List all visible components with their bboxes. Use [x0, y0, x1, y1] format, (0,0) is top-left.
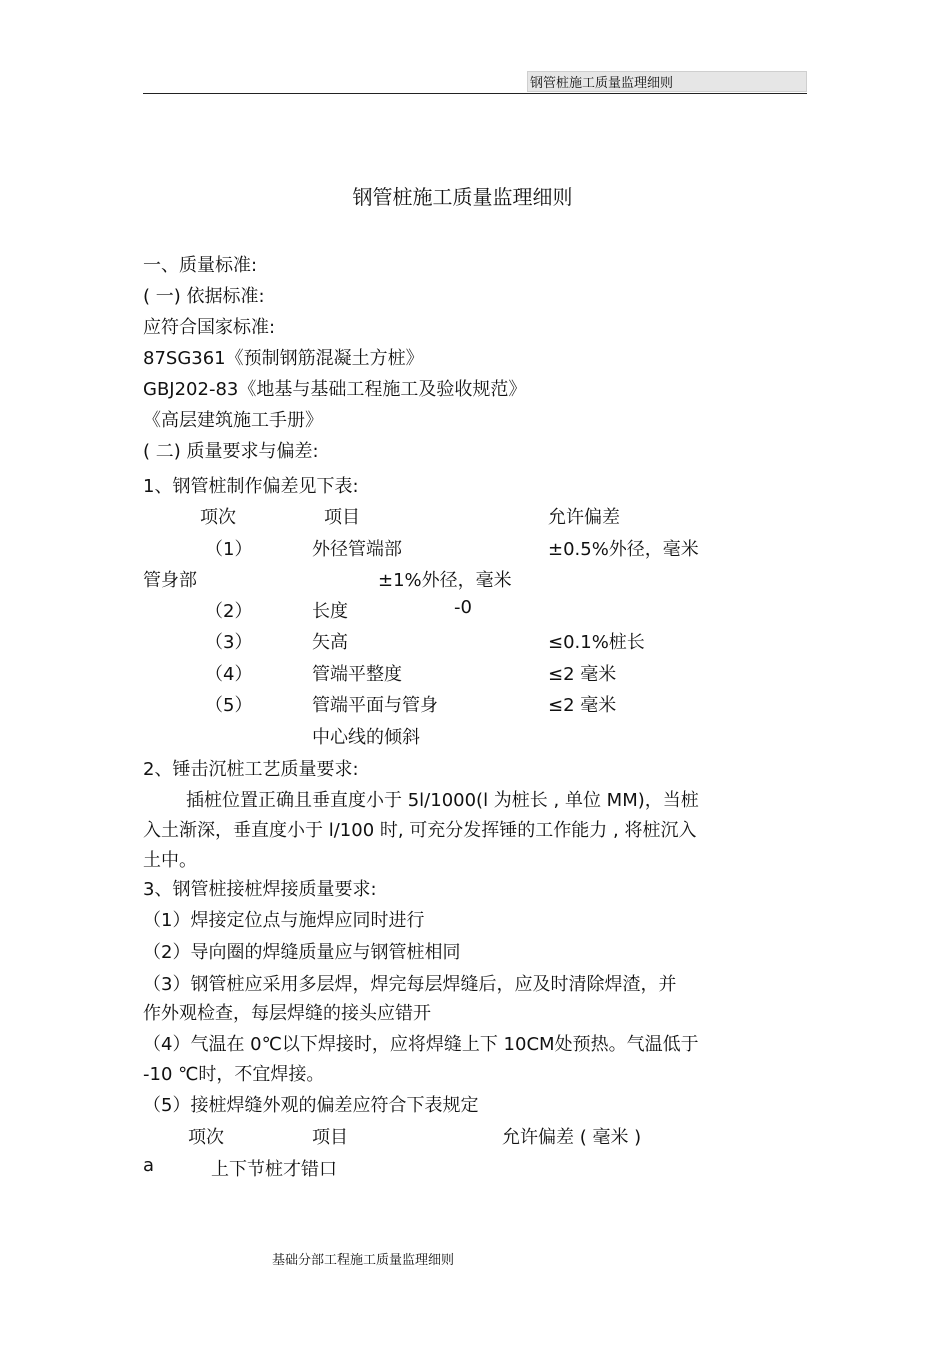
item-3-point4-line1: （4）气温在 0℃以下焊接时，应将焊缝上下 10CM处预热。气温低于 — [143, 1034, 699, 1055]
table2-header-index: 项次 — [188, 1127, 224, 1148]
table1-row2-tolerance: -0 — [454, 597, 472, 618]
table1-row4-index: （4） — [205, 664, 253, 685]
table1-row4-tolerance: ≤2 毫米 — [548, 664, 617, 685]
table2-rowa-index: a — [143, 1155, 155, 1176]
table1-row2-index: （2） — [205, 601, 253, 622]
table2-header-tolerance: 允许偏差 ( 毫米 ) — [502, 1127, 642, 1148]
item-3-point1: （1）焊接定位点与施焊应同时进行 — [143, 910, 425, 931]
table1-header-tolerance: 允许偏差 — [548, 507, 620, 528]
table1-row1b-tolerance: ±1%外径，毫米 — [378, 570, 512, 591]
item-3-point3-line1: （3）钢管桩应采用多层焊，焊完每层焊缝后，应及时清除焊渣，并 — [143, 974, 677, 995]
table1-header-index: 项次 — [200, 507, 236, 528]
item-2-heading: 2、锤击沉桩工艺质量要求: — [143, 759, 359, 780]
standards-intro: 应符合国家标准: — [143, 317, 276, 338]
table1-row3-index: （3） — [205, 632, 253, 653]
item-2-paragraph-line1: 插桩位置正确且垂直度小于 5l/1000(l 为桩长 , 单位 MM)，当桩 — [186, 790, 699, 811]
item-1-heading: 1、钢管桩制作偏差见下表: — [143, 476, 359, 497]
header-rule — [143, 93, 807, 94]
table1-row5b-item: 中心线的倾斜 — [312, 727, 420, 748]
table1-row5-tolerance: ≤2 毫米 — [548, 695, 617, 716]
table1-row5-index: （5） — [205, 695, 253, 716]
running-header: 钢管桩施工质量监理细则 — [530, 76, 674, 91]
table2-rowa-item: 上下节桩才错口 — [211, 1159, 337, 1180]
item-3-point3-line2: 作外观检查，每层焊缝的接头应错开 — [143, 1003, 431, 1024]
item-3-point2: （2）导向圈的焊缝质量应与钢管桩相同 — [143, 942, 461, 963]
subsection-1b-heading: ( 二) 质量要求与偏差: — [143, 441, 319, 462]
standard-gbj202: GBJ202-83《地基与基础工程施工及验收规范》 — [143, 379, 527, 400]
item-2-paragraph-line3: 土中。 — [143, 850, 197, 871]
document-title: 钢管桩施工质量监理细则 — [352, 185, 573, 209]
table1-row5-item: 管端平面与管身 — [312, 695, 438, 716]
table1-row3-item: 矢高 — [312, 632, 348, 653]
item-2-paragraph-line2: 入土渐深，垂直度小于 l/100 时, 可充分发挥锤的工作能力 , 将桩沉入 — [143, 820, 697, 841]
table1-row1-item: 外径管端部 — [312, 539, 402, 560]
table1-row1-index: （1） — [205, 539, 253, 560]
section-1-heading: 一、质量标准: — [143, 255, 258, 276]
page-footer: 基础分部工程施工质量监理细则 — [272, 1253, 455, 1268]
table1-row1b-item: 管身部 — [143, 570, 197, 591]
table1-row4-item: 管端平整度 — [312, 664, 402, 685]
item-3-point5: （5）接桩焊缝外观的偏差应符合下表规定 — [143, 1095, 479, 1116]
standard-87sg361: 87SG361《预制钢筋混凝土方桩》 — [143, 348, 424, 369]
item-3-heading: 3、钢管桩接桩焊接质量要求: — [143, 879, 377, 900]
standard-handbook: 《高层建筑施工手册》 — [143, 410, 323, 431]
table1-header-item: 项目 — [324, 507, 360, 528]
subsection-1a-heading: ( 一) 依据标准: — [143, 286, 265, 307]
item-3-point4-line2: -10 ℃时，不宜焊接。 — [143, 1064, 325, 1085]
table1-row3-tolerance: ≤0.1%桩长 — [548, 632, 645, 653]
table1-row1-tolerance: ±0.5%外径，毫米 — [548, 539, 699, 560]
table2-header-item: 项目 — [312, 1127, 348, 1148]
table1-row2-item: 长度 — [312, 601, 348, 622]
